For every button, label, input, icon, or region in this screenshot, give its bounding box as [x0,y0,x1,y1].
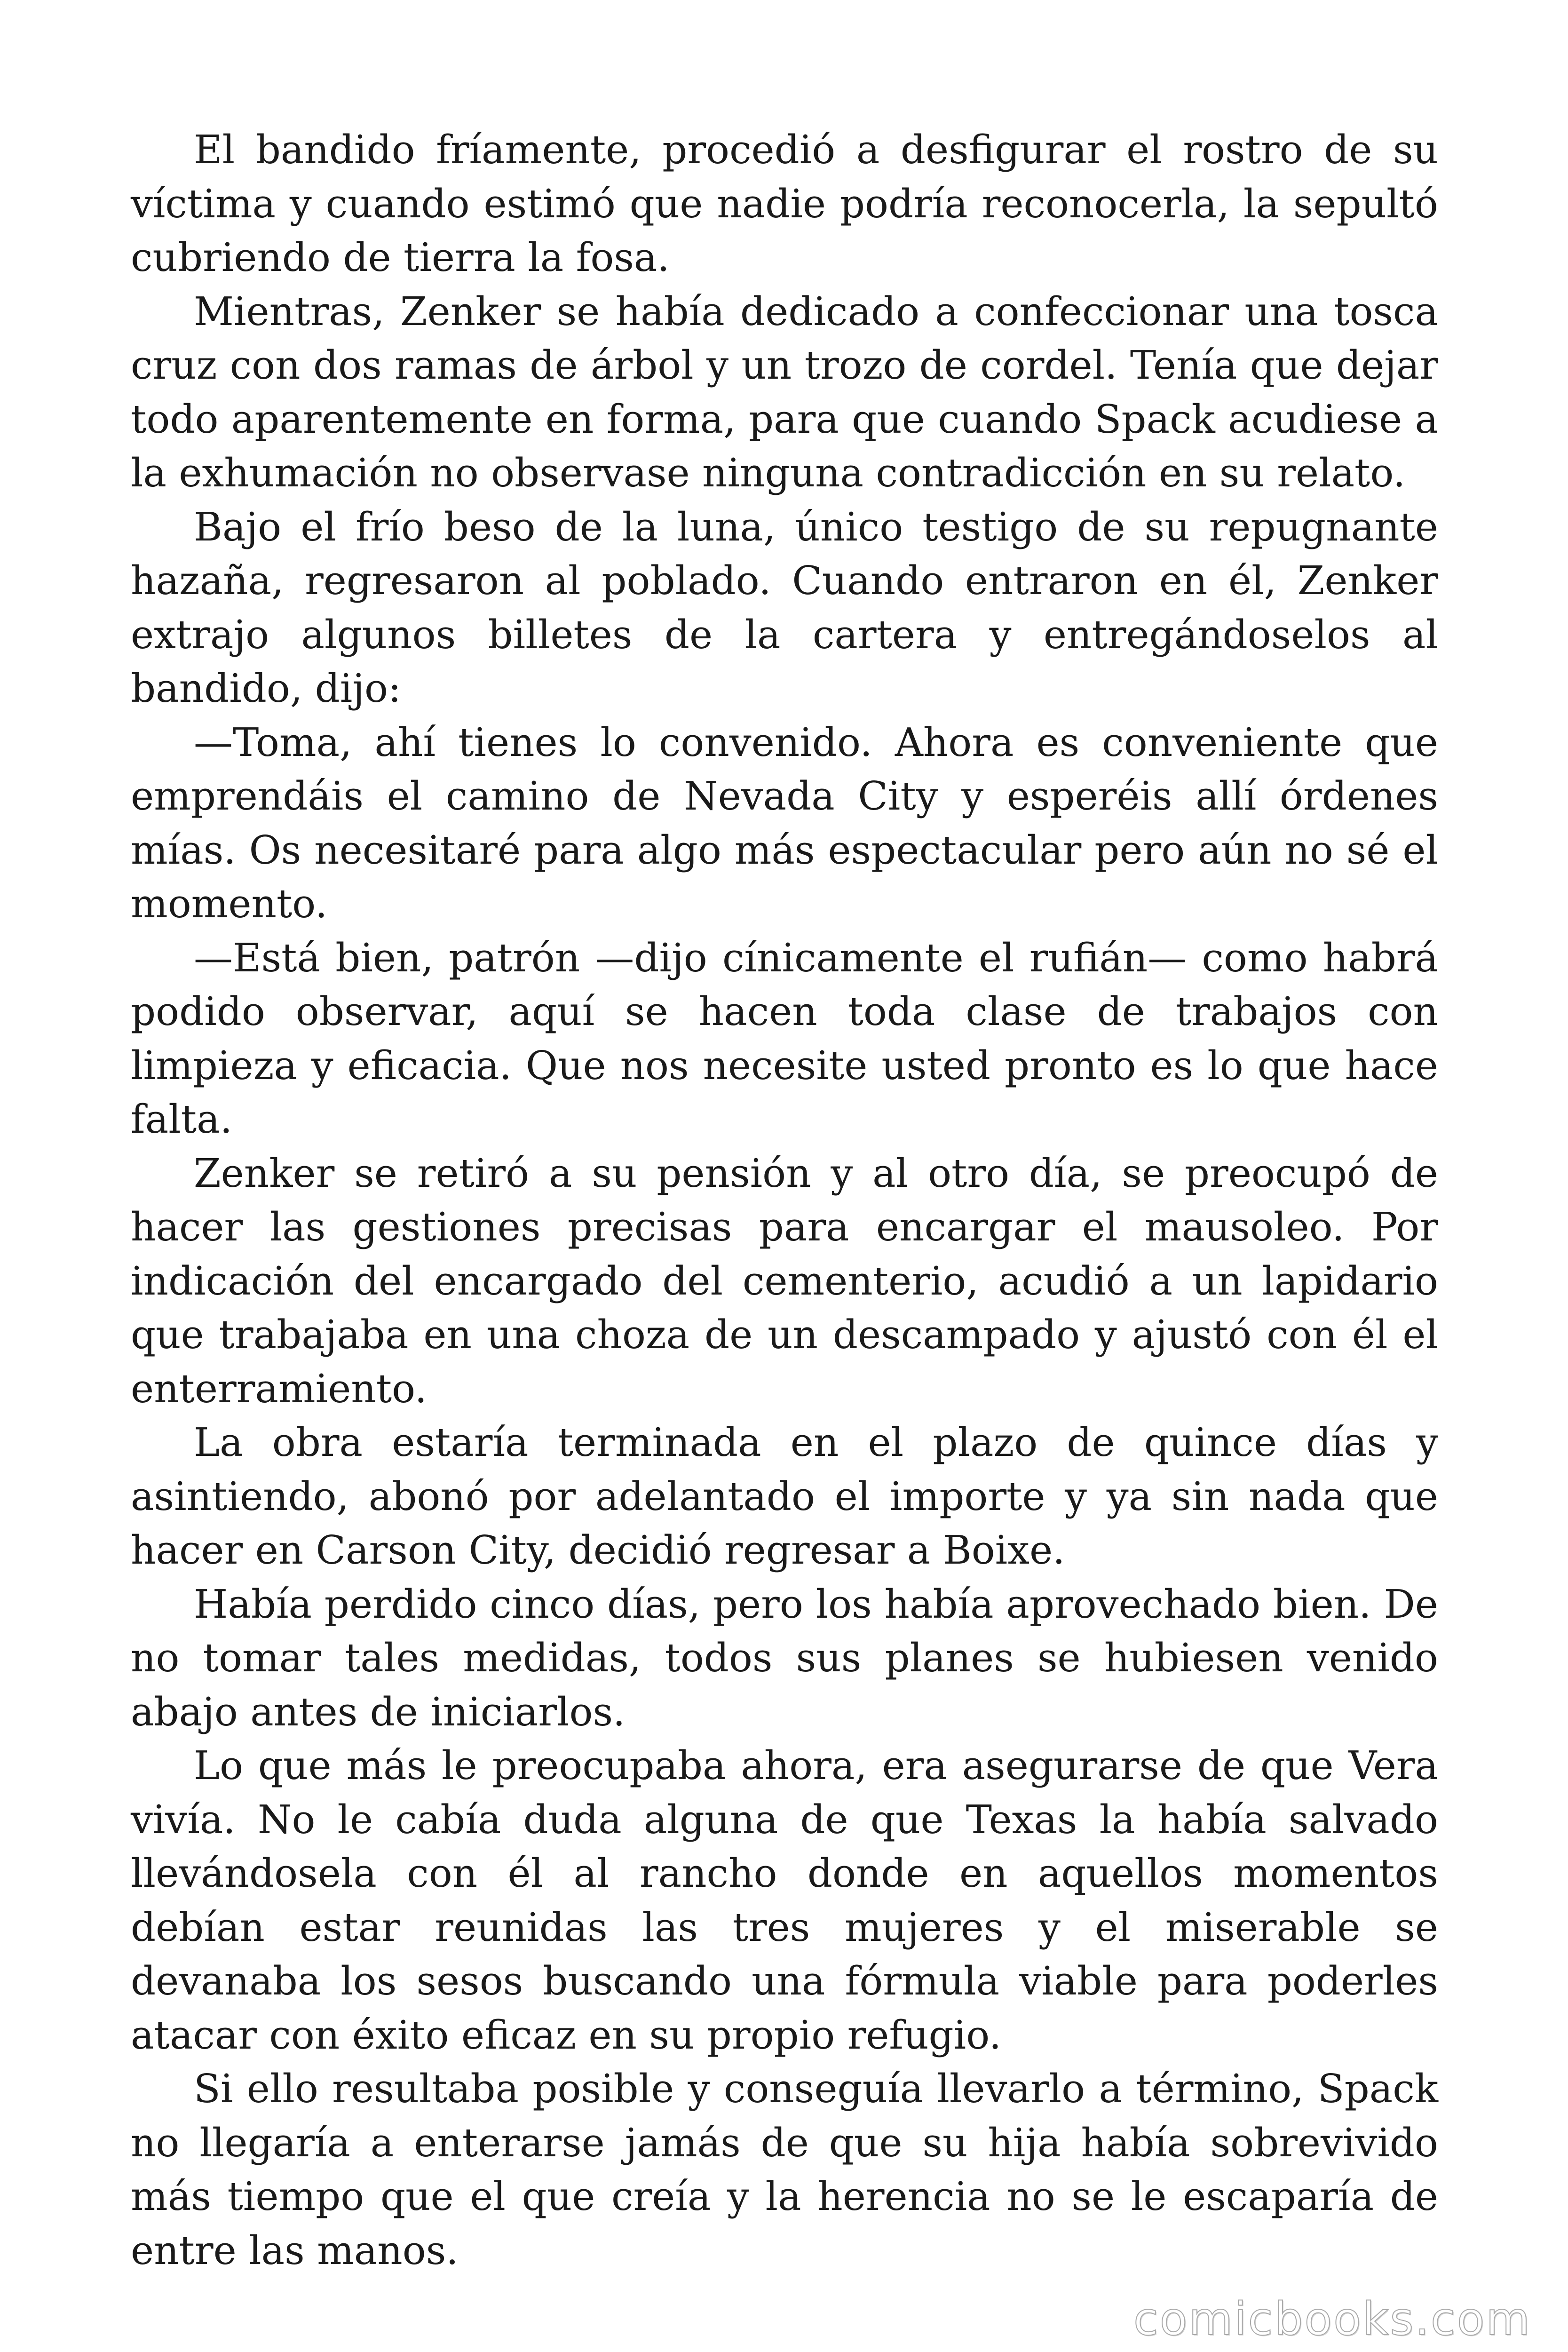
paragraph: Bajo el frío beso de la luna, único testigo de su repugnante hazaña, regresaron al poblado. Cuando entraron en él, Zenker extrajo algunos billetes de la cartera y entregándoselos al bandido, dijo: [131,504,1438,711]
paragraph: Mientras, Zenker se había dedicado a confeccionar una tosca cruz con dos ramas de árbol y un trozo de cordel. Tenía que dejar todo aparentemente en forma, para que cuando Spack acudiese a la exhumación no observase ninguna contradicción en su relato. [131,288,1438,496]
paragraph: —Toma, ahí tienes lo convenido. Ahora es conveniente que emprendáis el camino de Nevada City y esperéis allí órdenes mías. Os necesitaré para algo más espectacular pero aún no sé el momento. [131,719,1438,927]
body-text [131,123,1438,2278]
paragraph: Había perdido cinco días, pero los había aprovechado bien. De no tomar tales medidas, todos sus planes se hubiesen venido abajo antes de iniciarlos. [131,1581,1438,1735]
paragraph: El bandido fríamente, procedió a desfigurar el rostro de su víctima y cuando estimó que nadie podría reconocerla, la sepultó cubriendo de tierra la fosa. [131,127,1438,280]
paragraph: —Está bien, patrón —dijo cínicamente el rufián— como habrá podido observar, aquí se hacen toda clase de trabajos con limpieza y eficacia. Que nos necesite usted pronto es lo que hace falta. [131,935,1438,1142]
paragraph: Si ello resultaba posible y conseguía llevarlo a término, Spack no llegaría a enterarse jamás de que su hija había sobrevivido más tiempo que el que creía y la herencia no se le escaparía de entre las manos. [131,2066,1438,2273]
paragraph: La obra estaría terminada en el plazo de quince días y asintiendo, abonó por adelantado el importe y ya sin nada que hacer en Carson City, decidió regresar a Boixe. [131,1420,1438,1573]
paragraph: Lo que más le preocupaba ahora, era asegurarse de que Vera vivía. No le cabía duda alguna de que Texas la había salvado llevándosela con él al rancho donde en aquellos momentos debían estar reunidas las tres mujeres y el miserable se devanaba los sesos buscando una fórmula viable para poderles atacar con éxito eficaz en su propio refugio. [131,1743,1438,2058]
paragraph: Zenker se retiró a su pensión y al otro día, se preocupó de hacer las gestiones precisas para encargar el mausoleo. Por indicación del encargado del cementerio, acudió a un lapidario que trabajaba en una choza de un descampado y ajustó con él el enterramiento. [131,1150,1438,1412]
watermark: comicbooks.com [1133,2293,1531,2345]
